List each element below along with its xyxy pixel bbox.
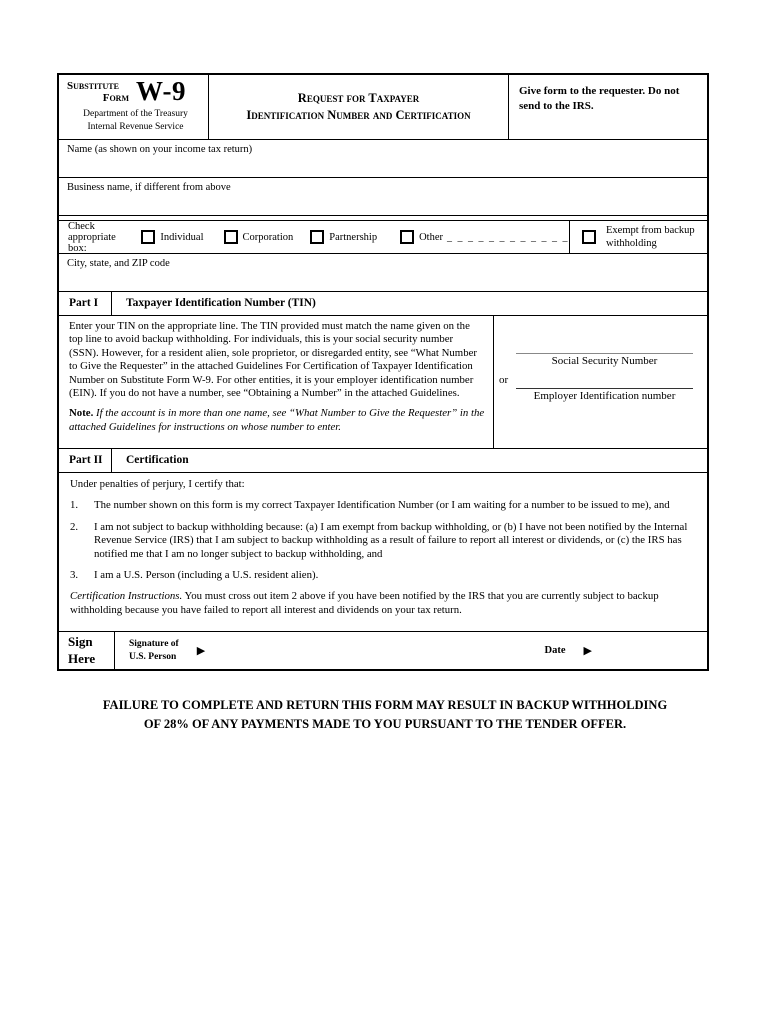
w9-substitute-form bbox=[57, 73, 709, 671]
form-word-label: Form bbox=[102, 92, 129, 105]
part2-header bbox=[59, 448, 707, 472]
certification-instructions bbox=[70, 590, 697, 617]
certification-instructions-text: You must cross out item 2 above if you have been notified by the IRS that you are currently subject to backup withholding because you have failed to report all interest and dividends on your tax return. bbox=[70, 590, 659, 616]
check-appropriate-box-label: Check appropriate box: bbox=[68, 220, 116, 254]
item-text: The number shown on this form is my correct Taxpayer Identification Number (or I am waiting for a number to be issued to me), and bbox=[94, 499, 670, 512]
agency-line-2: Internal Revenue Service bbox=[87, 121, 184, 132]
corporation-checkbox[interactable] bbox=[224, 230, 238, 244]
or-label: or bbox=[499, 374, 509, 386]
tin-entry-area bbox=[494, 316, 707, 448]
form-title-block bbox=[209, 75, 509, 139]
other-checkbox[interactable] bbox=[400, 230, 414, 244]
part2-title: Certification bbox=[126, 454, 189, 466]
date-label: Date bbox=[544, 645, 566, 656]
part2-label: Part II bbox=[59, 449, 112, 472]
warning-line-2: OF 28% OF ANY PAYMENTS MADE TO YOU PURSUANT TO THE TENDER OFFER. bbox=[143, 716, 627, 731]
part1-note-text: If the account is in more than one name, see “What Number to Give the Requester” in the attached Guidelines for instructions on whose number to enter. bbox=[69, 407, 485, 433]
substitute-label: Substitute bbox=[67, 80, 119, 92]
ein-label: Employer Identification number bbox=[533, 390, 676, 402]
part1-note-label: Note. bbox=[69, 407, 94, 420]
item-number: 3. bbox=[70, 569, 79, 582]
individual-checkbox[interactable] bbox=[141, 230, 155, 244]
partnership-checkbox-label: Partnership bbox=[329, 231, 378, 243]
part1-header bbox=[59, 291, 707, 315]
part1-label: Part I bbox=[59, 292, 112, 315]
signature-of-label: Signature of U.S. Person bbox=[129, 638, 179, 662]
warning-line-1: FAILURE TO COMPLETE AND RETURN THIS FORM MAY RESULT IN BACKUP WITHHOLDING bbox=[102, 698, 668, 712]
form-title-line-1: Request for Taxpayer bbox=[297, 91, 420, 106]
certification-item-2 bbox=[70, 521, 697, 561]
certification-intro: Under penalties of perjury, I certify that: bbox=[70, 478, 245, 490]
name-field-label: Name (as shown on your income tax return) bbox=[67, 144, 253, 155]
individual-checkbox-label: Individual bbox=[160, 231, 204, 243]
item-text: I am a U.S. Person (including a U.S. resident alien). bbox=[94, 569, 319, 582]
arrow-right-icon: ▶ bbox=[583, 645, 592, 657]
other-checkbox-label: Other bbox=[419, 231, 443, 243]
agency-line-1: Department of the Treasury bbox=[83, 109, 188, 120]
certification-item-1 bbox=[70, 499, 697, 512]
certification-item-3 bbox=[70, 569, 697, 582]
ein-input-line[interactable] bbox=[516, 388, 693, 389]
date-input-area[interactable] bbox=[592, 632, 707, 669]
partnership-checkbox[interactable] bbox=[310, 230, 324, 244]
city-state-zip-input-area[interactable] bbox=[59, 253, 707, 291]
item-number: 2. bbox=[70, 520, 79, 533]
part1-body bbox=[59, 315, 707, 448]
form-header bbox=[59, 75, 707, 139]
exempt-cell bbox=[569, 221, 707, 253]
form-number: W-9 bbox=[136, 76, 186, 106]
item-number: 1. bbox=[70, 499, 79, 512]
ssn-label: Social Security Number bbox=[551, 355, 658, 367]
sign-here-label: Sign Here bbox=[59, 632, 115, 669]
exempt-checkbox-label: Exempt from backup withholding bbox=[606, 224, 695, 249]
exempt-checkbox[interactable] bbox=[582, 230, 596, 244]
part1-instructions: Enter your TIN on the appropriate line. The TIN provided must match the name given on the top line to avoid backup withholding. For individuals, this is your social security number (SSN). However, for a resident alien, sole proprietor, or disregarded entity, see “What Number to Give the Requester” in the attached Guidelines For Certification of Taxpayer Identification Number on Substitute Form W-9. For other entities, it is your employer identification number (EIN). If you do not have a number, see “Obtaining a Number” in the attached Guidelines. bbox=[69, 320, 477, 400]
requester-instruction: Give form to the requester. Do not send to the IRS. bbox=[519, 85, 680, 113]
arrow-right-icon: ▶ bbox=[196, 645, 206, 657]
business-name-input-area[interactable] bbox=[59, 177, 707, 215]
form-id-block bbox=[59, 75, 209, 139]
part1-title: Taxpayer Identification Number (TIN) bbox=[126, 297, 316, 309]
other-description-input[interactable]: _ _ _ _ _ _ _ _ _ _ _ _ bbox=[447, 231, 569, 243]
business-name-field-label: Business name, if different from above bbox=[67, 182, 231, 193]
backup-withholding-warning bbox=[0, 696, 770, 734]
signature-input-area[interactable] bbox=[205, 632, 544, 669]
part2-body bbox=[59, 472, 707, 631]
corporation-checkbox-label: Corporation bbox=[242, 231, 294, 243]
entity-type-row bbox=[59, 220, 707, 253]
item-text: I am not subject to backup withholding because: (a) I am exempt from backup withholding, or (b) I have not been notified by the Internal Revenue Service (IRS) that I am subject to backup withholding as a result of failure to report all interest or dividends, or (c) the IRS has notified me that I am no longer subject to backup withholding, and bbox=[94, 520, 688, 560]
name-input-area[interactable] bbox=[59, 139, 707, 177]
certification-instructions-label: Certification Instructions. bbox=[70, 590, 183, 603]
form-title-line-2: Identification Number and Certification bbox=[246, 108, 471, 122]
city-state-zip-label: City, state, and ZIP code bbox=[67, 258, 170, 269]
signature-row bbox=[59, 631, 707, 669]
ssn-input-line[interactable] bbox=[516, 353, 693, 354]
